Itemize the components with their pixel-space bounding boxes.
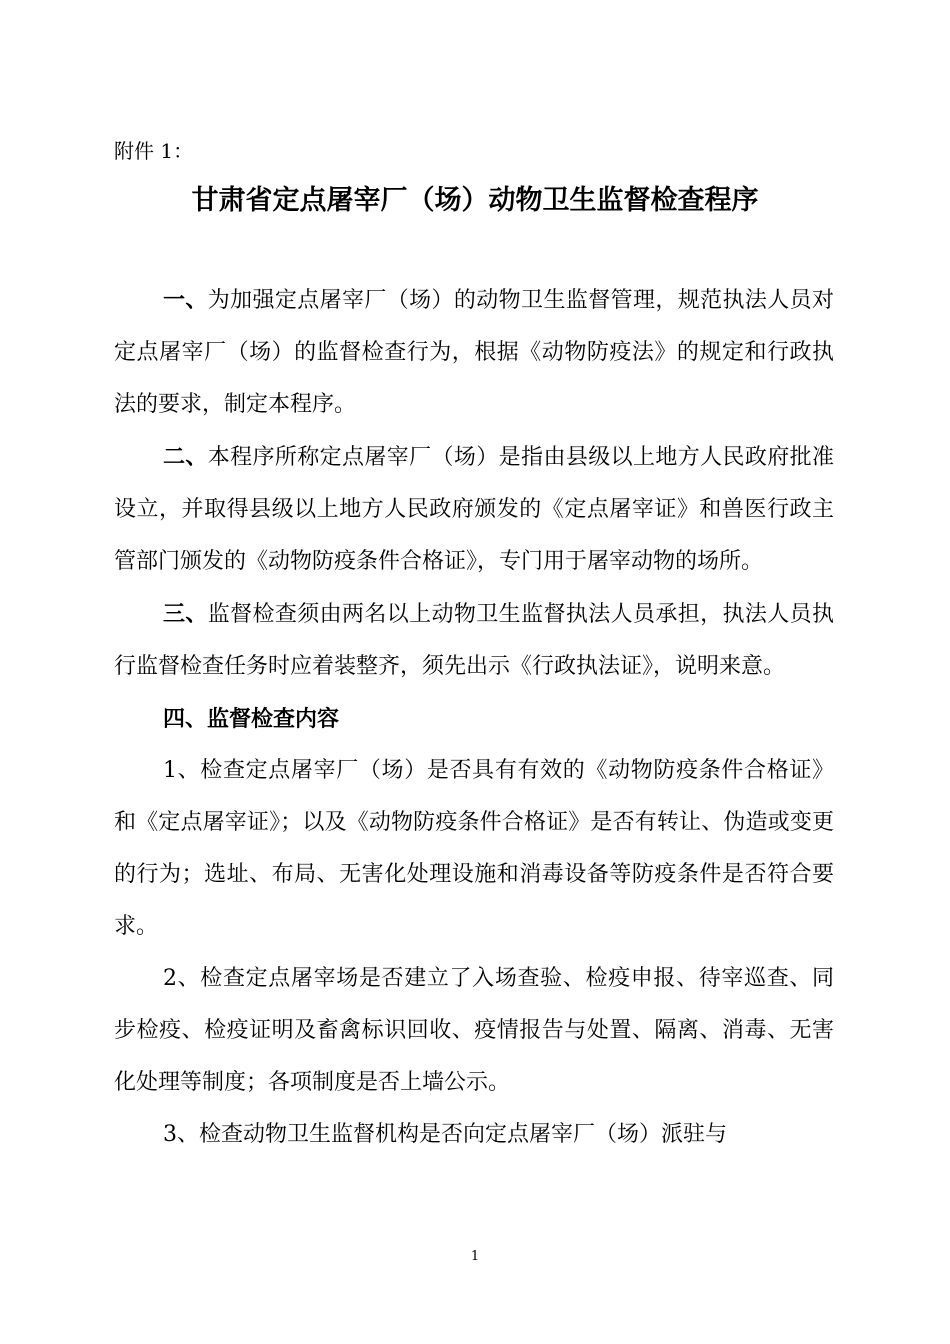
list-item-3: 3、检查动物卫生监督机构是否向定点屠宰厂（场）派驻与 [163,1122,727,1147]
paragraph-2-text: 本程序所称定点屠宰厂（场）是指由县级以上地方人民政府批准设立，并取得县级以上地方人民政府颁发的《定点屠宰证》和兽医行政主管部门颁发的《动物防疫条件合格证》，专门用于屠宰动物的场所。 [114,445,834,574]
paragraph-3 [114,588,834,693]
paragraph-1-number: 一、 [163,287,208,313]
paragraph-2 [114,431,834,588]
page-number: 1 [470,1249,480,1264]
paragraph-1 [114,274,834,431]
attachment-label: 附件 1： [114,139,194,163]
paragraph-3-text: 监督检查须由两名以上动物卫生监督执法人员承担，执法人员执行监督检查任务时应着装整齐，须先出示《行政执法证》，说明来意。 [114,602,834,679]
document-body [114,274,834,1161]
list-item-2: 2、检查定点屠宰场是否建立了入场查验、检疫申报、待宰巡查、同步检疫、检疫证明及畜禽标识回收、疫情报告与处置、隔离、消毒、无害化处理等制度；各项制度是否上墙公示。 [114,966,834,1095]
document-title: 甘肃省定点屠宰厂（场）动物卫生监督检查程序 [191,185,759,216]
paragraph-1-text: 为加强定点屠宰厂（场）的动物卫生监督管理，规范执法人员对定点屠宰厂（场）的监督检查行为，根据《动物防疫法》的规定和行政执法的要求，制定本程序。 [114,288,834,417]
section-heading: 四、监督检查内容 [163,706,340,732]
paragraph-2-number: 二、 [163,444,208,470]
paragraph-3-number: 三、 [163,601,208,627]
list-item-1: 1、检查定点屠宰厂（场）是否具有有效的《动物防疫条件合格证》和《定点屠宰证》；以及《动物防疫条件合格证》是否有转让、伪造或变更的行为；选址、布局、无害化处理设施和消毒设备等防疫条件是否符合要求。 [114,758,834,939]
